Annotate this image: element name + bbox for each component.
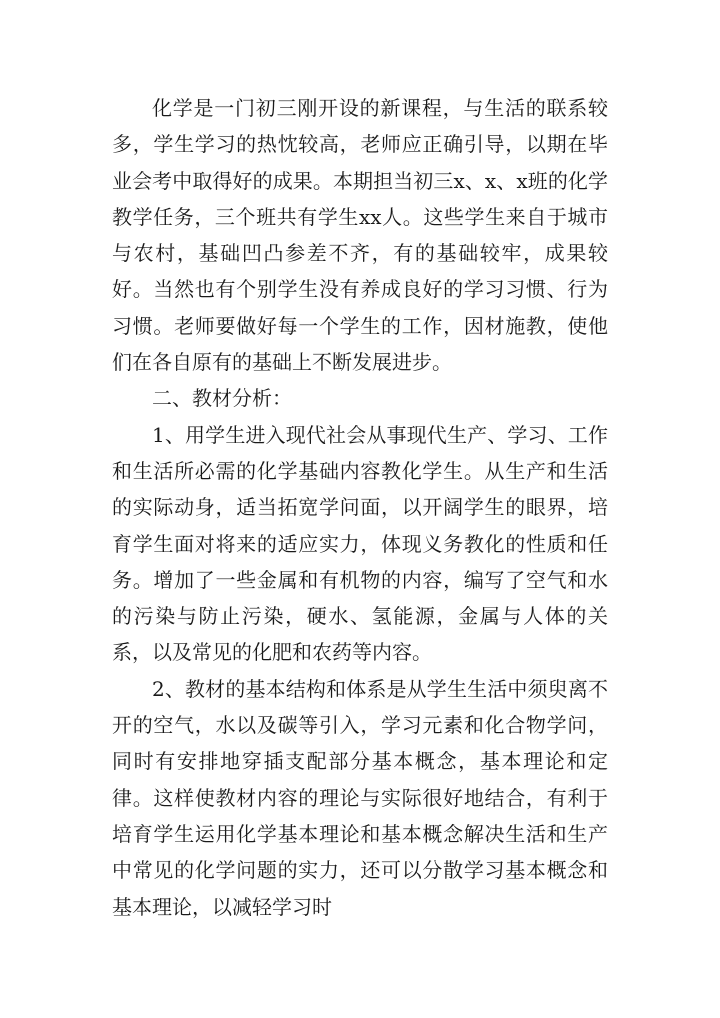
document-body — [112, 90, 608, 925]
paragraph-point-1: 1、用学生进入现代社会从事现代生产、学习、工作和生活所必需的化学基础内容教化学生。从生产和生活的实际动身，适当拓宽学问面，以开阔学生的眼界，培育学生面对将来的适应实力，体现义务教化的性质和任务。增加了一些金属和有机物的内容，编写了空气和水的污染与防止污染，硬水、氢能源，金属与人体的关系，以及常见的化肥和农药等内容。 — [112, 422, 608, 665]
paragraph-intro: 化学是一门初三刚开设的新课程，与生活的联系较多，学生学习的热忱较高，老师应正确引导，以期在毕业会考中取得好的成果。本期担当初三x、x、x班的化学教学任务，三个班共有学生xx人。这些学生来自于城市与农村，基础凹凸参差不齐，有的基础较牢，成果较好。当然也有个别学生没有养成良好的学习习惯、行为习惯。老师要做好每一个学生的工作，因材施教，使他们在各自原有的基础上不断发展进步。 — [112, 96, 608, 375]
paragraph-point-2: 2、教材的基本结构和体系是从学生生活中须臾离不开的空气，水以及碳等引入，学习元素和化合物学问，同时有安排地穿插支配部分基本概念，基本理论和定律。这样使教材内容的理论与实际很好地结合，有利于培育学生运用化学基本理论和基本概念解决生活和生产中常见的化学问题的实力，还可以分散学习基本概念和基本理论，以减轻学习时 — [112, 676, 608, 919]
section-heading-textbook-analysis: 二、教材分析： — [152, 386, 292, 411]
